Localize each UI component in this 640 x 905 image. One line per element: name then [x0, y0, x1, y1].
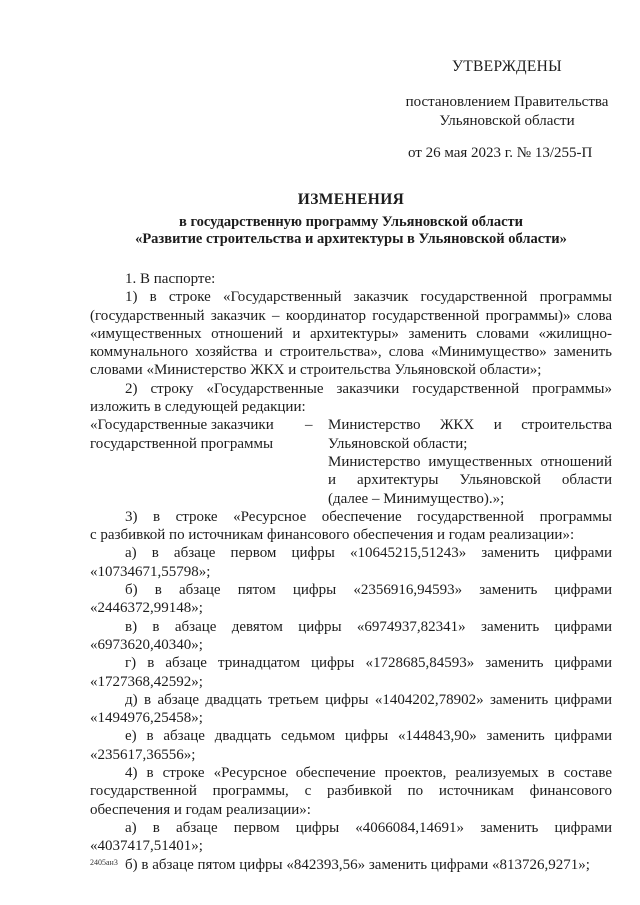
- table-right-line: Министерство ЖКХ и строительства: [328, 417, 612, 434]
- resolution-date: от 26 мая 2023 г. № 13/255-П: [408, 145, 593, 161]
- list-item-line: «10734671,55798»;: [90, 563, 211, 580]
- paragraph-line: «имущественных отношений и архитектуры» заменить словами «жилищно-: [90, 325, 612, 342]
- footer-code: 2405ан3: [90, 858, 118, 867]
- paragraph-line: изложить в следующей редакции:: [90, 399, 306, 416]
- table-dash: –: [305, 417, 313, 434]
- list-item-line: а) в абзаце первом цифры «10645215,51243» заменить цифрами: [125, 545, 612, 562]
- paragraph: 1. В паспорте:: [125, 271, 216, 287]
- resolution-line: постановлением Правительства: [405, 94, 609, 110]
- list-item-line: «4037417,51401»;: [90, 838, 203, 855]
- paragraph-line: словами «Министерство ЖКХ и строительства Ульяновской области»;: [90, 362, 542, 379]
- table-right-cell: [328, 416, 612, 507]
- paragraph-line: (государственный заказчик – координатор государственной программы)» слова: [90, 307, 612, 324]
- list-item-line: б) в абзаце пятом цифры «842393,56» заменить цифрами «813726,9271»;: [125, 856, 590, 873]
- document-body: [90, 270, 612, 874]
- passport-table-row: [90, 416, 612, 507]
- paragraph-line: 3) в строке «Ресурсное обеспечение государственной программы: [125, 508, 612, 525]
- document-title: [90, 191, 612, 248]
- paragraph-line: 1) в строке «Государственный заказчик государственной программы: [125, 289, 612, 306]
- list-item-line: «235617,36556»;: [90, 746, 196, 763]
- list-item-line: а) в абзаце первом цифры «4066084,14691» заменить цифрами: [125, 819, 612, 836]
- table-right-line: и архитектуры Ульяновской области: [328, 472, 612, 489]
- table-right-line: (далее – Минимущество).»;: [328, 490, 505, 507]
- table-left-line: государственной программы: [90, 435, 274, 452]
- paragraph-line: 4) в строке «Ресурсное обеспечение проектов, реализуемых в составе: [125, 765, 612, 782]
- resolution-reference: [402, 93, 612, 131]
- title-line: в государственную программу Ульяновской области: [178, 214, 523, 230]
- resolution-line: Ульяновской области: [439, 113, 575, 129]
- paragraph-line: государственной программы, с разбивкой по источникам финансового: [90, 783, 612, 800]
- paragraph-line: 2) строку «Государственные заказчики государственной программы»: [125, 380, 612, 397]
- list-item-line: «2446372,99148»;: [90, 600, 203, 617]
- table-right-line: Ульяновской области;: [328, 435, 468, 452]
- list-item-line: е) в абзаце двадцать седьмом цифры «144843,90» заменить цифрами: [125, 728, 612, 745]
- title-line: «Развитие строительства и архитектуры в Ульяновской области»: [135, 231, 567, 247]
- list-item-line: г) в абзаце тринадцатом цифры «1728685,84593» заменить цифрами: [125, 655, 612, 672]
- paragraph-line: с разбивкой по источникам финансового обеспечения и годам реализации»:: [90, 527, 575, 544]
- list-item-line: «6973620,40340»;: [90, 636, 203, 653]
- list-item-line: б) в абзаце пятом цифры «2356916,94593» заменить цифрами: [125, 582, 612, 599]
- title-main: ИЗМЕНЕНИЯ: [297, 191, 405, 208]
- table-left-line: «Государственные заказчики: [90, 417, 274, 434]
- list-item-line: в) в абзаце девятом цифры «6974937,82341» заменить цифрами: [125, 618, 612, 635]
- paragraph-line: обеспечения и годам реализации»:: [90, 801, 311, 818]
- approved-stamp: УТВЕРЖДЕНЫ: [452, 58, 562, 75]
- table-left-cell: [90, 416, 285, 507]
- list-item-line: «1727368,42592»;: [90, 673, 203, 690]
- list-item-line: «1494976,25458»;: [90, 710, 203, 727]
- list-item-line: д) в абзаце двадцать третьем цифры «1404202,78902» заменить цифрами: [125, 691, 612, 708]
- paragraph-line: коммунального хозяйства и строительства», слова «Минимущество» заменить: [90, 344, 612, 361]
- table-right-line: Министерство имущественных отношений: [328, 453, 612, 470]
